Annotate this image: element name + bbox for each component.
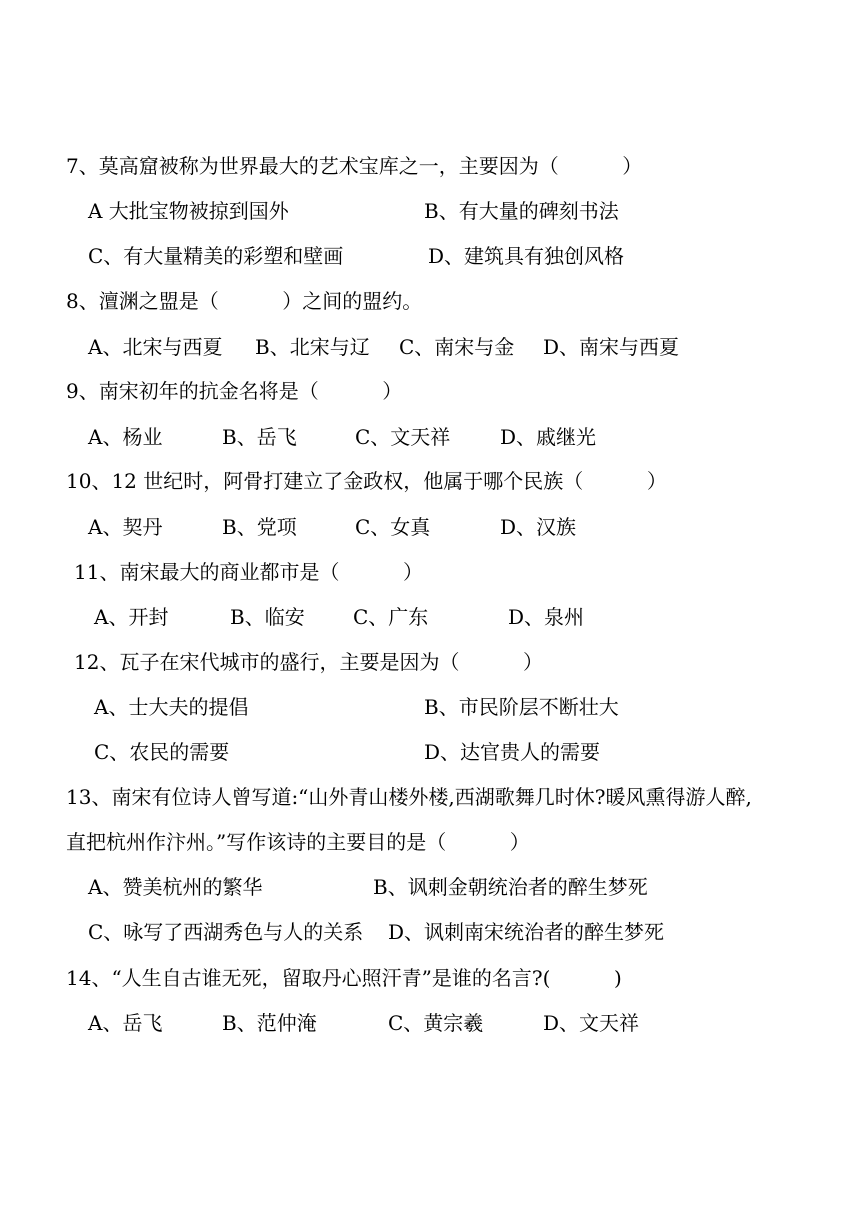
question-13-option-d: D、讽刺南宋统治者的醉生梦死	[388, 920, 665, 944]
question-9-option-d: D、戚继光	[500, 425, 597, 449]
question-9-stem: 9、南宋初年的抗金名将是（ ）	[66, 379, 403, 403]
question-13-stem-line-1: 13、南宋有位诗人曾写道:“山外青山楼外楼,西湖歌舞几时休?暖风熏得游人醉,	[66, 785, 752, 809]
question-8-option-b: B、北宋与辽	[255, 335, 370, 359]
question-14-option-d: D、文天祥	[543, 1011, 640, 1035]
question-9-option-c: C、文天祥	[355, 425, 451, 449]
question-10-stem: 10、12 世纪时，阿骨打建立了金政权，他属于哪个民族（ ）	[66, 469, 667, 493]
question-8-option-c: C、南宋与金	[399, 335, 515, 359]
question-14-stem: 14、“人生自古谁无死，留取丹心照汗青”是谁的名言?( )	[66, 966, 622, 990]
question-7-option-d: D、建筑具有独创风格	[428, 244, 625, 268]
question-11-stem: 11、南宋最大的商业都市是（ ）	[74, 560, 424, 584]
question-13-stem-line-2: 直把杭州作汴州。”写作该诗的主要目的是（ ）	[66, 830, 530, 854]
question-12-option-b: B、市民阶层不断壮大	[424, 695, 619, 719]
question-11-option-b: B、临安	[230, 605, 305, 629]
question-9-option-a: A、杨业	[88, 425, 163, 449]
question-12-option-a: A、士大夫的提倡	[94, 695, 249, 719]
question-12-stem: 12、瓦子在宋代城市的盛行，主要是因为（ ）	[74, 650, 544, 674]
question-14-option-a: A、岳飞	[88, 1011, 163, 1035]
question-14-options	[0, 1010, 860, 1166]
question-13-option-c: C、咏写了西湖秀色与人的关系	[88, 920, 364, 944]
question-13-option-b: B、讽刺金朝统治者的醉生梦死	[373, 875, 648, 899]
question-8-option-a: A、北宋与西夏	[88, 335, 223, 359]
question-9-option-b: B、岳飞	[222, 425, 297, 449]
question-14-option-c: C、黄宗羲	[388, 1011, 484, 1035]
question-7-option-b: B、有大量的碑刻书法	[424, 199, 619, 223]
question-8-option-d: D、南宋与西夏	[543, 335, 680, 359]
question-14-option-b: B、范仲淹	[222, 1011, 317, 1035]
question-11-option-c: C、广东	[353, 605, 429, 629]
question-10-option-c: C、女真	[355, 515, 431, 539]
question-8-stem: 8、澶渊之盟是（ ）之间的盟约。	[66, 289, 423, 313]
question-7-option-a: A 大批宝物被掠到国外	[88, 199, 289, 223]
question-11-option-d: D、泉州	[508, 605, 585, 629]
question-10-option-a: A、契丹	[88, 515, 163, 539]
question-12-option-d: D、达官贵人的需要	[424, 740, 601, 764]
question-12-option-c: C、农民的需要	[94, 740, 230, 764]
question-7-option-c: C、有大量精美的彩塑和壁画	[88, 244, 344, 268]
question-11-option-a: A、开封	[94, 605, 169, 629]
question-10-option-b: B、党项	[222, 515, 297, 539]
question-10-option-d: D、汉族	[500, 515, 577, 539]
question-7-stem: 7、莫高窟被称为世界最大的艺术宝库之一，主要因为（ ）	[66, 154, 643, 178]
question-13-option-a: A、赞美杭州的繁华	[88, 875, 263, 899]
